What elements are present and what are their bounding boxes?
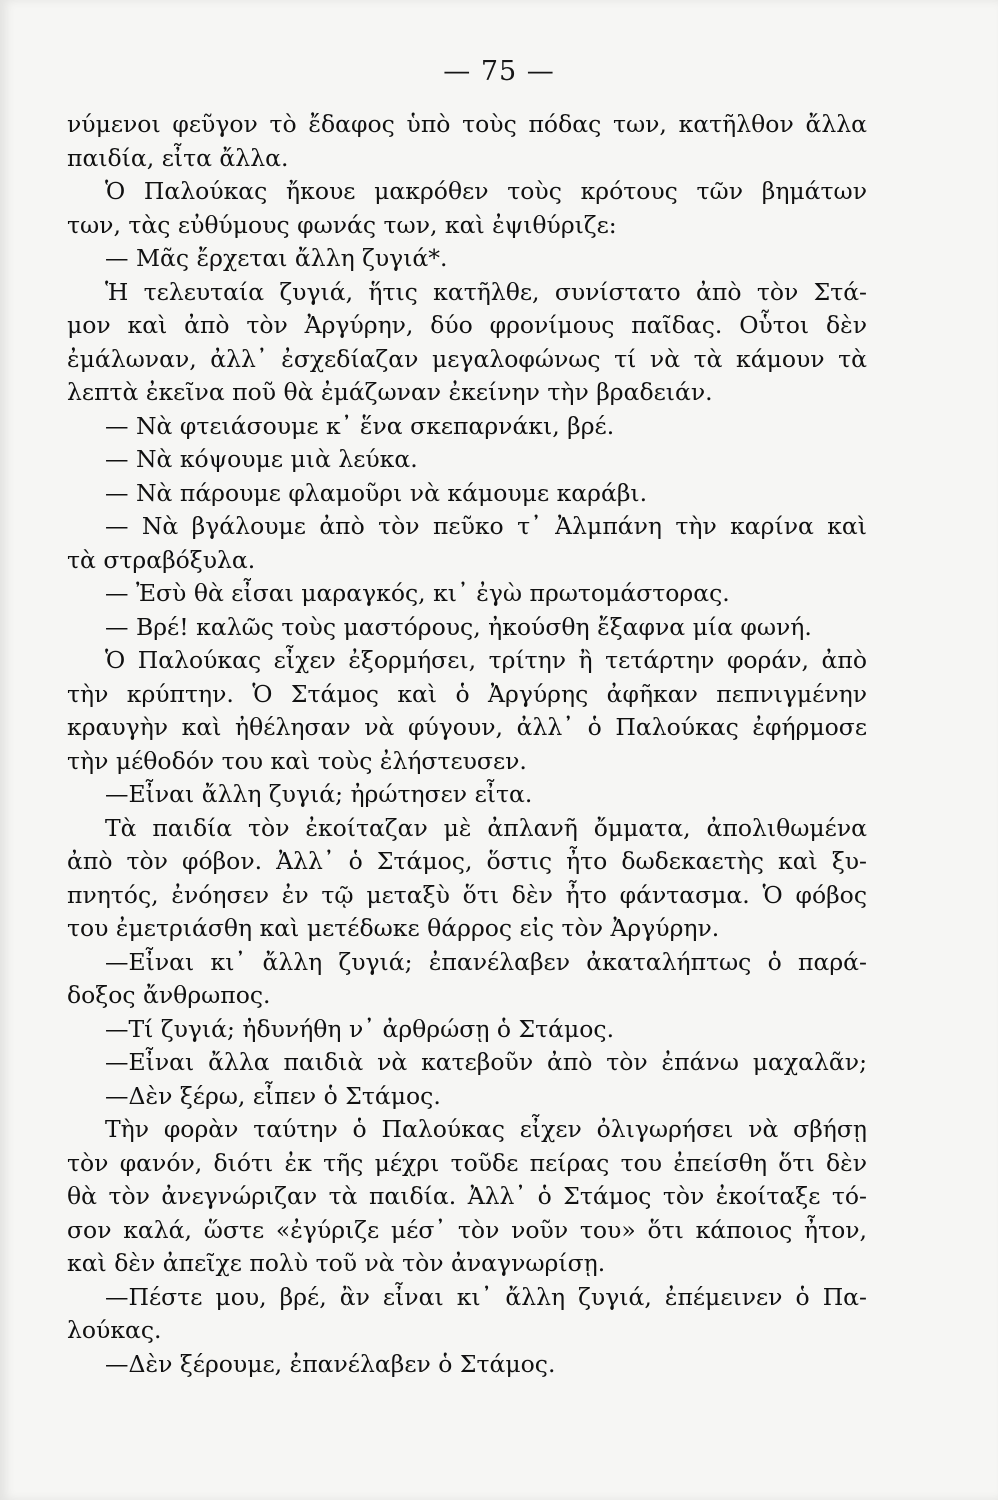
- text-line: Ὁ Παλούκας εἶχεν ἐξορμήσει, τρίτην ἢ τετάρτην φοράν, ἀπὸ: [105, 646, 867, 674]
- text-line: —Εἶναι κι᾽ ἄλλη ζυγιά; ἐπανέλαβεν ἀκαταλήπτως ὁ παρά-: [105, 947, 867, 976]
- text-line: τὴν κρύπτην. Ὁ Στάμος καὶ ὁ Ἀργύρης ἀφῆκαν πεπνιγμένην: [67, 679, 867, 708]
- text-line: ἀπὸ τὸν φόβον. Ἀλλ᾽ ὁ Στάμος, ὅστις ἦτο δωδεκαετὴς καὶ ξυ-: [67, 847, 867, 875]
- text-line: κραυγὴν καὶ ἠθέλησαν νὰ φύγουν, ἀλλ᾽ ὁ Παλούκας ἐφήρμοσε: [67, 713, 867, 741]
- text-line: λούκας.: [67, 1316, 162, 1344]
- text-line: — Νὰ βγάλουμε ἀπὸ τὸν πεῦκο τ᾽ Ἀλμπάνη τὴν καρίνα καὶ: [105, 512, 867, 540]
- text-line: —Δὲν ξέρω, εἶπεν ὁ Στάμος.: [105, 1081, 441, 1110]
- page-number: — 75 —: [443, 56, 555, 87]
- text-line: τὸν φανόν, διότι ἐκ τῆς μέχρι τοῦδε πείρας του ἐπείσθη ὅτι δὲν: [67, 1148, 867, 1177]
- page-body-text: [67, 108, 867, 1381]
- text-line: δοξος ἄνθρωπος.: [67, 981, 271, 1009]
- text-line: — Μᾶς ἔρχεται ἄλλη ζυγιά*.: [105, 244, 448, 272]
- text-line: —Εἶναι ἄλλα παιδιὰ νὰ κατεβοῦν ἀπὸ τὸν ἐπάνω μαχαλᾶν;: [105, 1048, 867, 1076]
- text-line: — Ἐσὺ θὰ εἶσαι μαραγκός, κι᾽ ἐγὼ πρωτομάστορας.: [105, 579, 730, 607]
- text-line: Τὰ παιδία τὸν ἐκοίταζαν μὲ ἀπλανῆ ὄμματα, ἀπολιθωμένα: [105, 813, 867, 842]
- text-line: παιδία, εἶτα ἄλλα.: [67, 143, 289, 172]
- text-line: των, τὰς εὐθύμους φωνάς των, καὶ ἐψιθύριζε:: [67, 210, 617, 239]
- text-line: —Δὲν ξέρουμε, ἐπανέλαβεν ὁ Στάμος.: [105, 1349, 556, 1378]
- text-line: θὰ τὸν ἀνεγνώριζαν τὰ παιδία. Ἀλλ᾽ ὁ Στάμος τὸν ἐκοίταξε τό-: [67, 1182, 867, 1210]
- text-line: του ἐμετριάσθη καὶ μετέδωκε θάρρος εἰς τὸν Ἀργύρην.: [67, 914, 720, 942]
- text-line: —Πέστε μου, βρέ, ἂν εἶναι κι᾽ ἄλλη ζυγιά, ἐπέμεινεν ὁ Πα-: [105, 1282, 867, 1311]
- text-line: Ὁ Παλούκας ἤκουε μακρόθεν τοὺς κρότους τῶν βημάτων: [105, 177, 867, 205]
- text-line: —Εἶναι ἄλλη ζυγιά; ἠρώτησεν εἶτα.: [105, 780, 533, 808]
- text-line: καὶ δὲν ἀπεῖχε πολὺ τοῦ νὰ τὸν ἀναγνωρίσῃ.: [67, 1249, 606, 1277]
- text-line: σον καλά, ὥστε «ἐγύριζε μέσ᾽ τὸν νοῦν του» ὅτι κάποιος ἦτον,: [67, 1215, 867, 1244]
- text-line: — Νὰ φτειάσουμε κ᾽ ἕνα σκεπαρνάκι, βρέ.: [105, 411, 615, 440]
- text-line: πνητός, ἐνόησεν ἐν τῷ μεταξὺ ὅτι δὲν ἦτο φάντασμα. Ὁ φόβος: [67, 880, 867, 909]
- text-line: — Βρέ! καλῶς τοὺς μαστόρους, ἠκούσθη ἔξαφνα μία φωνή.: [105, 612, 812, 641]
- text-line: — Νὰ κόψουμε μιὰ λεύκα.: [105, 445, 418, 473]
- text-line: Ἡ τελευταία ζυγιά, ἥτις κατῆλθε, συνίστατο ἀπὸ τὸν Στά-: [105, 277, 867, 306]
- text-line: Τὴν φορὰν ταύτην ὁ Παλούκας εἶχεν ὀλιγωρήσει νὰ σβήσῃ: [105, 1115, 867, 1143]
- text-line: — Νὰ πάρουμε φλαμοῦρι νὰ κάμουμε καράβι.: [105, 478, 648, 507]
- text-line: μον καὶ ἀπὸ τὸν Ἀργύρην, δύο φρονίμους παῖδας. Οὗτοι δὲν: [67, 311, 867, 339]
- text-line: ἐμάλωναν, ἀλλ᾽ ἐσχεδίαζαν μεγαλοφώνως τί νὰ τὰ κάμουν τὰ: [67, 344, 867, 373]
- text-line: νύμενοι φεῦγον τὸ ἔδαφος ὑπὸ τοὺς πόδας των, κατῆλθον ἄλλα: [67, 110, 867, 138]
- text-line: τὴν μέθοδόν του καὶ τοὺς ἐλήστευσεν.: [67, 746, 527, 775]
- text-line: —Τί ζυγιά; ἠδυνήθη ν᾽ ἀρθρώσῃ ὁ Στάμος.: [105, 1014, 615, 1043]
- text-line: τὰ στραβόξυλα.: [67, 545, 256, 574]
- text-line: λεπτὰ ἐκεῖνα ποῦ θὰ ἐμάζωναν ἐκείνην τὴν βραδειάν.: [67, 378, 713, 406]
